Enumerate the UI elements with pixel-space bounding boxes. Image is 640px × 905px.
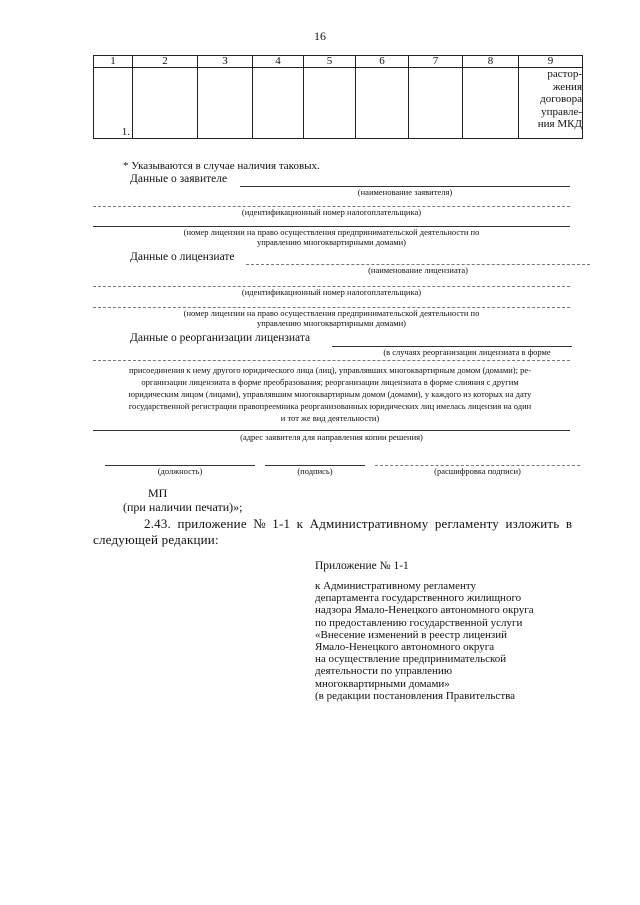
row-number: 1. [94, 68, 133, 139]
cell-text: управле- [541, 105, 582, 118]
paragraph-line-1: 2.43. приложение № 1-1 к Административному регламенту изложить в [144, 516, 573, 531]
col-header: 9 [519, 56, 583, 68]
col-header: 1 [94, 56, 133, 68]
col-header: 7 [409, 56, 463, 68]
col-header: 3 [198, 56, 253, 68]
appendix-title: Приложение № 1-1 [315, 560, 409, 572]
table-cell [198, 68, 253, 139]
signature-caption: (подпись) [297, 466, 333, 476]
reorganization-caption-2: присоединения к нему другого юридического лица (лиц), управлявших многоквартирным домом (домами); ре- [129, 365, 531, 375]
stamp-mp: МП [148, 486, 168, 500]
table-cell [409, 68, 463, 139]
reorganization-label: Данные о реорганизации лицензиата [130, 332, 311, 344]
footnote: * Указываются в случае наличия таковых. [123, 160, 320, 172]
applicant-license-caption-1: (номер лицензии на право осуществления предпринимательской деятельности по [183, 227, 480, 237]
decoding-caption: (расшифровка подписи) [434, 466, 521, 476]
paragraph-line-2: следующей редакции: [93, 532, 219, 547]
reorganization-caption-3: организации лицензиата в форме преобразования; реорганизации лицензиата в форме слияния с другим [141, 377, 519, 387]
reorganization-caption-4: юридическим лицом (лицами), управлявшим многоквартирным домом (домами), у каждого из которых на дату [128, 389, 532, 399]
reorganization-line-2 [93, 360, 570, 361]
table-cell [463, 68, 519, 139]
table-row [94, 68, 583, 139]
applicant-inn-caption: (идентификационный номер налогоплательщика) [241, 207, 422, 217]
cell-text: жения [552, 80, 582, 93]
licensee-inn-caption: (идентификационный номер налогоплательщика) [241, 287, 422, 297]
table-header-row [94, 56, 583, 68]
reorganization-caption-6: и тот же вид деятельности) [280, 413, 380, 423]
cell-text: договора [540, 93, 582, 105]
applicant-license-caption-2: управлению многоквартирными домами) [256, 237, 407, 247]
licensee-license-caption-1: (номер лицензии на право осуществления предпринимательской деятельности по [183, 308, 480, 318]
col-header: 6 [356, 56, 409, 68]
position-caption: (должность) [157, 466, 203, 476]
licensee-name-caption: (наименование лицензиата) [368, 265, 468, 275]
licensee-license-caption-2: управлению многоквартирными домами) [256, 318, 407, 328]
licensee-label: Данные о лицензиате [130, 251, 235, 263]
applicant-label: Данные о заявителе [130, 173, 228, 185]
address-caption: (адрес заявителя для направления копии решения) [240, 432, 423, 442]
applicant-name-caption: (наименование заявителя) [357, 187, 453, 197]
reorganization-caption-1: (в случаях реорганизации лицензиата в форме [383, 347, 551, 357]
table-cell-col9 [519, 68, 583, 139]
table-cell [356, 68, 409, 139]
appendix-body: к Административному регламенту департамента государственного жилищного надзора Ямало-Ненецкого автономного округа по предоставлению государственной услуги «Внесение изменений в реестр лицензий Ямало-Ненецкого автономного округа на осуществление предпринимательской деятельности по управлению многоквартирными домами» (в редакции постановления Правительства [315, 580, 534, 702]
page-number: 16 [314, 29, 326, 43]
table-cell [253, 68, 304, 139]
col-header: 2 [133, 56, 198, 68]
col-header: 8 [463, 56, 519, 68]
data-table [93, 55, 583, 139]
cell-text: ния МКД [537, 118, 582, 130]
table-cell [304, 68, 356, 139]
stamp-note: (при наличии печати)»; [123, 500, 243, 514]
table-cell [133, 68, 198, 139]
col-header: 5 [304, 56, 356, 68]
cell-text: растор- [547, 68, 582, 80]
address-line [93, 430, 570, 431]
reorganization-caption-5: государственной регистрации правопреемника реорганизованных юридических лиц имелась лицензия на один [128, 401, 532, 411]
col-header: 4 [253, 56, 304, 68]
